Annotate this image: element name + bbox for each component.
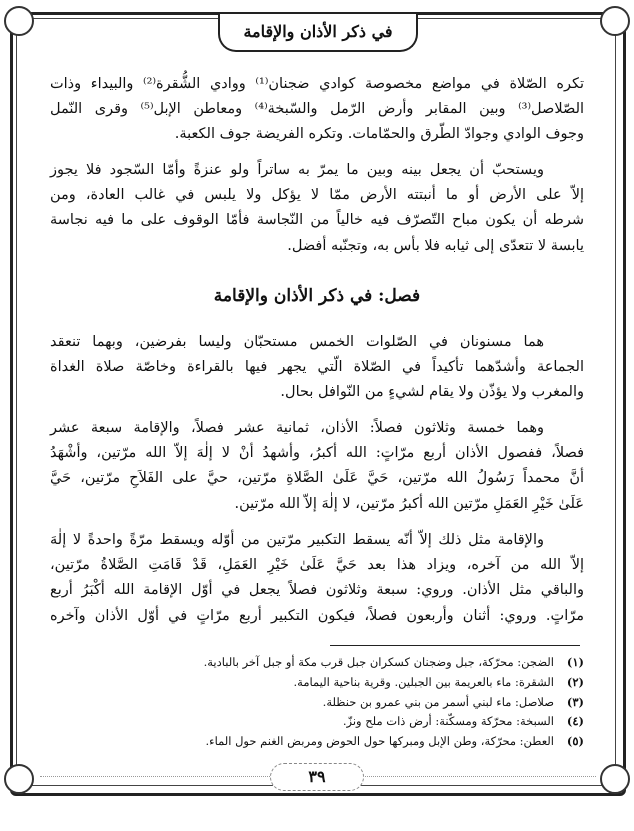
text-line: عَلَىٰ خَيْرِ العَمَلِ مرّتين الله أكبرُ مرّتين، لا إلٰهَ إلاّ الله مرّتين. (234, 495, 584, 512)
footnote-number: (٢) (566, 674, 584, 689)
text-line: وجوف الوادي وجوادّ الطّرق والحمّامات. وتكره الفريضة جوف الكعبة. (174, 126, 584, 143)
text-line: والمغرب ولا يؤذّن ولا يقام لشيءٍ من النّوافل بحال. (280, 384, 584, 401)
running-header: في ذكر الأذان والإقامة (218, 14, 418, 52)
paragraph (50, 330, 584, 406)
footnote (50, 673, 584, 693)
footnote (50, 712, 584, 732)
footnote-number: (٣) (566, 694, 584, 709)
corner-ornament-icon (600, 6, 630, 36)
footnote (50, 732, 584, 752)
footnote-number: (٤) (566, 714, 584, 729)
footnote (50, 653, 584, 673)
text-line: الجماعة وأشدّهما تأكيداً في الصّلاة الّتي يجهر فيها بالقراءة وخاصّة صلاة الغداة (50, 359, 584, 376)
text-line: هما مسنونان في الصّلوات الخمس مستحبّان وليسا بفرضين، وبهما تنعقد (50, 334, 544, 350)
footnotes (50, 653, 584, 752)
footnote-text: الضجن: محرّكة، جبل وضجنان كسكران جبل قرب مكة أو جبل آخر بالبادية. (203, 655, 554, 669)
corner-ornament-icon (600, 764, 630, 794)
text-line: مرّاتٍ. وروي: أثنان وأربعون فصلاً، فيكون التكبير أربع مرّاتٍ في أوّل الأذان وآخره (50, 607, 584, 624)
text-line: إلاّ الله من آخره، ويزاد هذا بعد حَيَّ عَلَىٰ خَيْرِ العَمَلِ، قَدْ قَامَتِ الصَّلاةُ مرّتين، (50, 557, 584, 574)
footnote-text: السبخة: محرّكة ومسكّنة: أرض ذات ملح ونزّ. (342, 714, 554, 729)
text-line: فصلاً، ففصول الأذان أربع مرّاتٍ: الله أكبرُ، وأشهدُ أنْ لا إلٰهَ إلاّ الله مرّتين، وأشْهَدُ (50, 445, 584, 462)
paragraph (50, 158, 584, 259)
footnote-text: صلاصل: ماء لبني أسمر من بني عمرو بن حنظلة. (322, 694, 554, 709)
text-line: الصّلاصل⁽³⁾ وبين المقابر وأرض الرّمل والسّبخة⁽⁴⁾ ومعاطن الإبل⁽⁵⁾ وقرى النّمل (50, 101, 585, 118)
page-number: ٣٩ (270, 763, 364, 791)
text-line: أنَّ محمداً رَسُولُ الله مرّتين، حَيَّ عَلَىٰ الصَّلاةِ مرّتين، حيَّ على الفَلاَحِ مرّتين، حَيَّ (50, 470, 584, 487)
paragraph (50, 416, 584, 517)
text-line: إلاّ على الأرض أو ما أنبتته الأرض ممّا لا يؤكل ولا يلبس في غالب العادة، ومن (50, 187, 584, 204)
footnote-text: العطن: محرّكة، وطن الإبل ومبركها حول الحوض ومربض الغنم حول الماء. (205, 734, 554, 749)
text-line: والإقامة مثل ذلك إلاّ أنّه يسقط التكبير مرّتين من أوّله ويسقط مرّةً واحدةً لا إلٰهَ (50, 532, 544, 548)
footnote-number: (١) (566, 655, 584, 669)
text-line: والباقي مثل الأذان. وروي: سبعة وثلاثون فصلاً يجعل في أوّل الإقامة الله أكْبَرُ أربع (50, 582, 584, 599)
footnote-number: (٥) (566, 734, 584, 749)
paragraph (50, 72, 584, 148)
corner-ornament-icon (4, 764, 34, 794)
section-heading: فصل: في ذكر الأذان والإقامة (213, 286, 421, 306)
corner-ornament-icon (4, 6, 34, 36)
text-line: يابسة لا تتعدّى إلى ثيابه فلا بأس به، وتجنّبه أفضل. (287, 237, 584, 254)
text-line: ويستحبّ أن يجعل بينه وبين ما يمرّ به ساتراً ولو عنزةً وأمّا السّجود فلا يجوز (50, 162, 544, 178)
footnote-divider (330, 645, 580, 646)
text-line: شرطه أن يكون مباح التّصرّف فيه خالياً من النّجاسة فأمّا الوقوف على ما فيه نجاسة (50, 212, 584, 229)
paragraph (50, 528, 584, 629)
text-line: وهما خمسة وثلاثون فصلاً: الأذان، ثمانية عشر فصلاً، والإقامة سبعة عشر (50, 420, 544, 436)
footnote (50, 693, 584, 713)
text-line: تكره الصّلاة في مواضع مخصوصة كوادي ضجنان⁽¹⁾ ووادي الشُّقرة⁽²⁾ والبيداء وذات (50, 76, 584, 92)
footnote-text: الشقرة: ماء بالعريمة بين الجبلين. وقرية بناحية اليمامة. (293, 674, 554, 689)
